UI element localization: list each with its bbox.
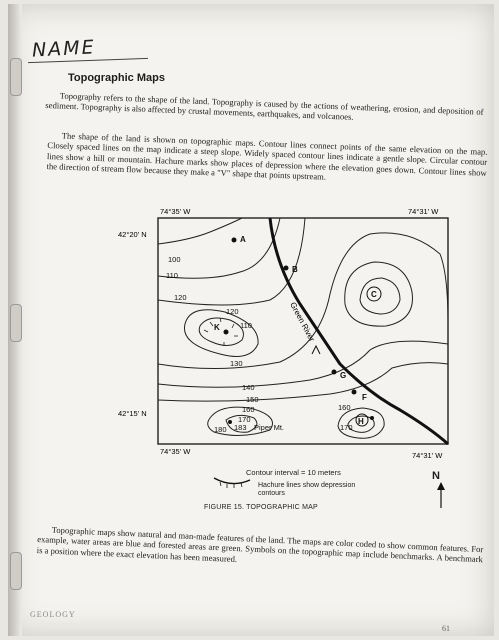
contour-hill-c-outer xyxy=(345,262,413,326)
contour-label: 170 xyxy=(238,415,251,424)
contour-label: 130 xyxy=(230,359,243,368)
north-arrow-icon xyxy=(436,482,446,508)
contour-120-hill xyxy=(184,310,258,357)
point-label: A xyxy=(240,235,246,244)
contour-110-hill xyxy=(199,318,243,346)
coord-bottom-left: 74°35' W xyxy=(160,447,191,456)
paragraph-maps: The shape of the land is shown on topographic maps. Contour lines connect points of the same elevation on the map. Closely spaced lines on the map indicate a steep slope. Widely spaced contour lines indicate a gentle slope. Circular contour lines show a hill or mountain. Hachure marks show places of depression where the elevation goes down. Contour lines show the direction of stream flow because they make a "V" shape that points upstream. xyxy=(46,130,488,182)
coord-top-left: 74°35' W xyxy=(160,207,191,216)
point-k-dot xyxy=(224,330,229,335)
footer-label: GEOLOGY xyxy=(30,610,76,619)
contour-label: 180 xyxy=(214,425,227,434)
point-label: G xyxy=(340,371,347,380)
binder-hole xyxy=(10,552,22,590)
name-handwritten: NAME xyxy=(31,36,97,62)
river-v-mark xyxy=(312,346,320,354)
coord-top-right: 74°31' W xyxy=(408,207,439,216)
hachure-legend-icon xyxy=(212,474,252,490)
point-label: H xyxy=(358,417,364,426)
contour-label: 120 xyxy=(174,293,187,302)
binder-hole xyxy=(10,58,22,96)
map-figure xyxy=(118,204,470,466)
contour-110 xyxy=(158,218,280,278)
contour-label: 150 xyxy=(246,395,259,404)
topographic-map xyxy=(118,204,470,466)
contour-label: 110 xyxy=(240,321,252,330)
paragraph-features: Topographic maps show natural and man-made features of the land. The maps are color coded to show common features. For example, water areas are blue and forested areas are green. Symbols on the topographic map include benchmarks. A benchmark is a position where the exact elevation has been measured. xyxy=(36,524,484,565)
north-label: N xyxy=(432,470,440,482)
contour-label: 160 xyxy=(338,403,351,412)
contour-label: 120 xyxy=(226,307,239,316)
green-river xyxy=(270,218,448,444)
contour-label: 183 xyxy=(234,423,247,432)
coord-lat-top: 42°20' N xyxy=(118,230,147,239)
mountain-label: Piper Mt. xyxy=(254,423,285,432)
point-f-dot xyxy=(352,390,357,395)
point-label: C xyxy=(371,290,377,299)
point-label: F xyxy=(362,393,367,402)
binder-hole xyxy=(10,304,22,342)
contour-hill-c-inner xyxy=(360,278,400,314)
point-h-dot xyxy=(370,416,374,420)
page-number: 61 xyxy=(442,624,450,633)
hachure-legend: Hachure lines show depression contours xyxy=(258,482,356,497)
contour-label: 170 xyxy=(340,423,353,432)
worksheet-page xyxy=(8,4,494,636)
contour-label: 110 xyxy=(166,271,178,280)
point-label: K xyxy=(214,323,220,332)
piper-dot xyxy=(228,420,232,424)
figure-caption: FIGURE 15. TOPOGRAPHIC MAP xyxy=(204,504,318,511)
point-g-dot xyxy=(332,370,337,375)
contour-100 xyxy=(158,218,242,244)
page-title: Topographic Maps xyxy=(68,72,165,84)
hachure-marks xyxy=(204,318,238,346)
point-a-dot xyxy=(232,238,237,243)
contour-label: 160 xyxy=(242,405,255,414)
contour-label: 100 xyxy=(168,255,181,264)
contour-label: 140 xyxy=(242,383,255,392)
contour-interval: Contour interval = 10 meters xyxy=(246,468,341,477)
coord-bottom-right: 74°31' W xyxy=(412,451,443,460)
point-label: B xyxy=(292,265,298,274)
paragraph-topography: Topography refers to the shape of the land. Topography is caused by the actions of weathering, erosion, and deposition of sediment. Topography is also affected by crustal movements, earthquakes, and volcanoes. xyxy=(45,90,484,123)
river-label: Green River xyxy=(288,300,317,344)
point-b-dot xyxy=(284,266,289,271)
coord-lat-bottom: 42°15' N xyxy=(118,409,147,418)
